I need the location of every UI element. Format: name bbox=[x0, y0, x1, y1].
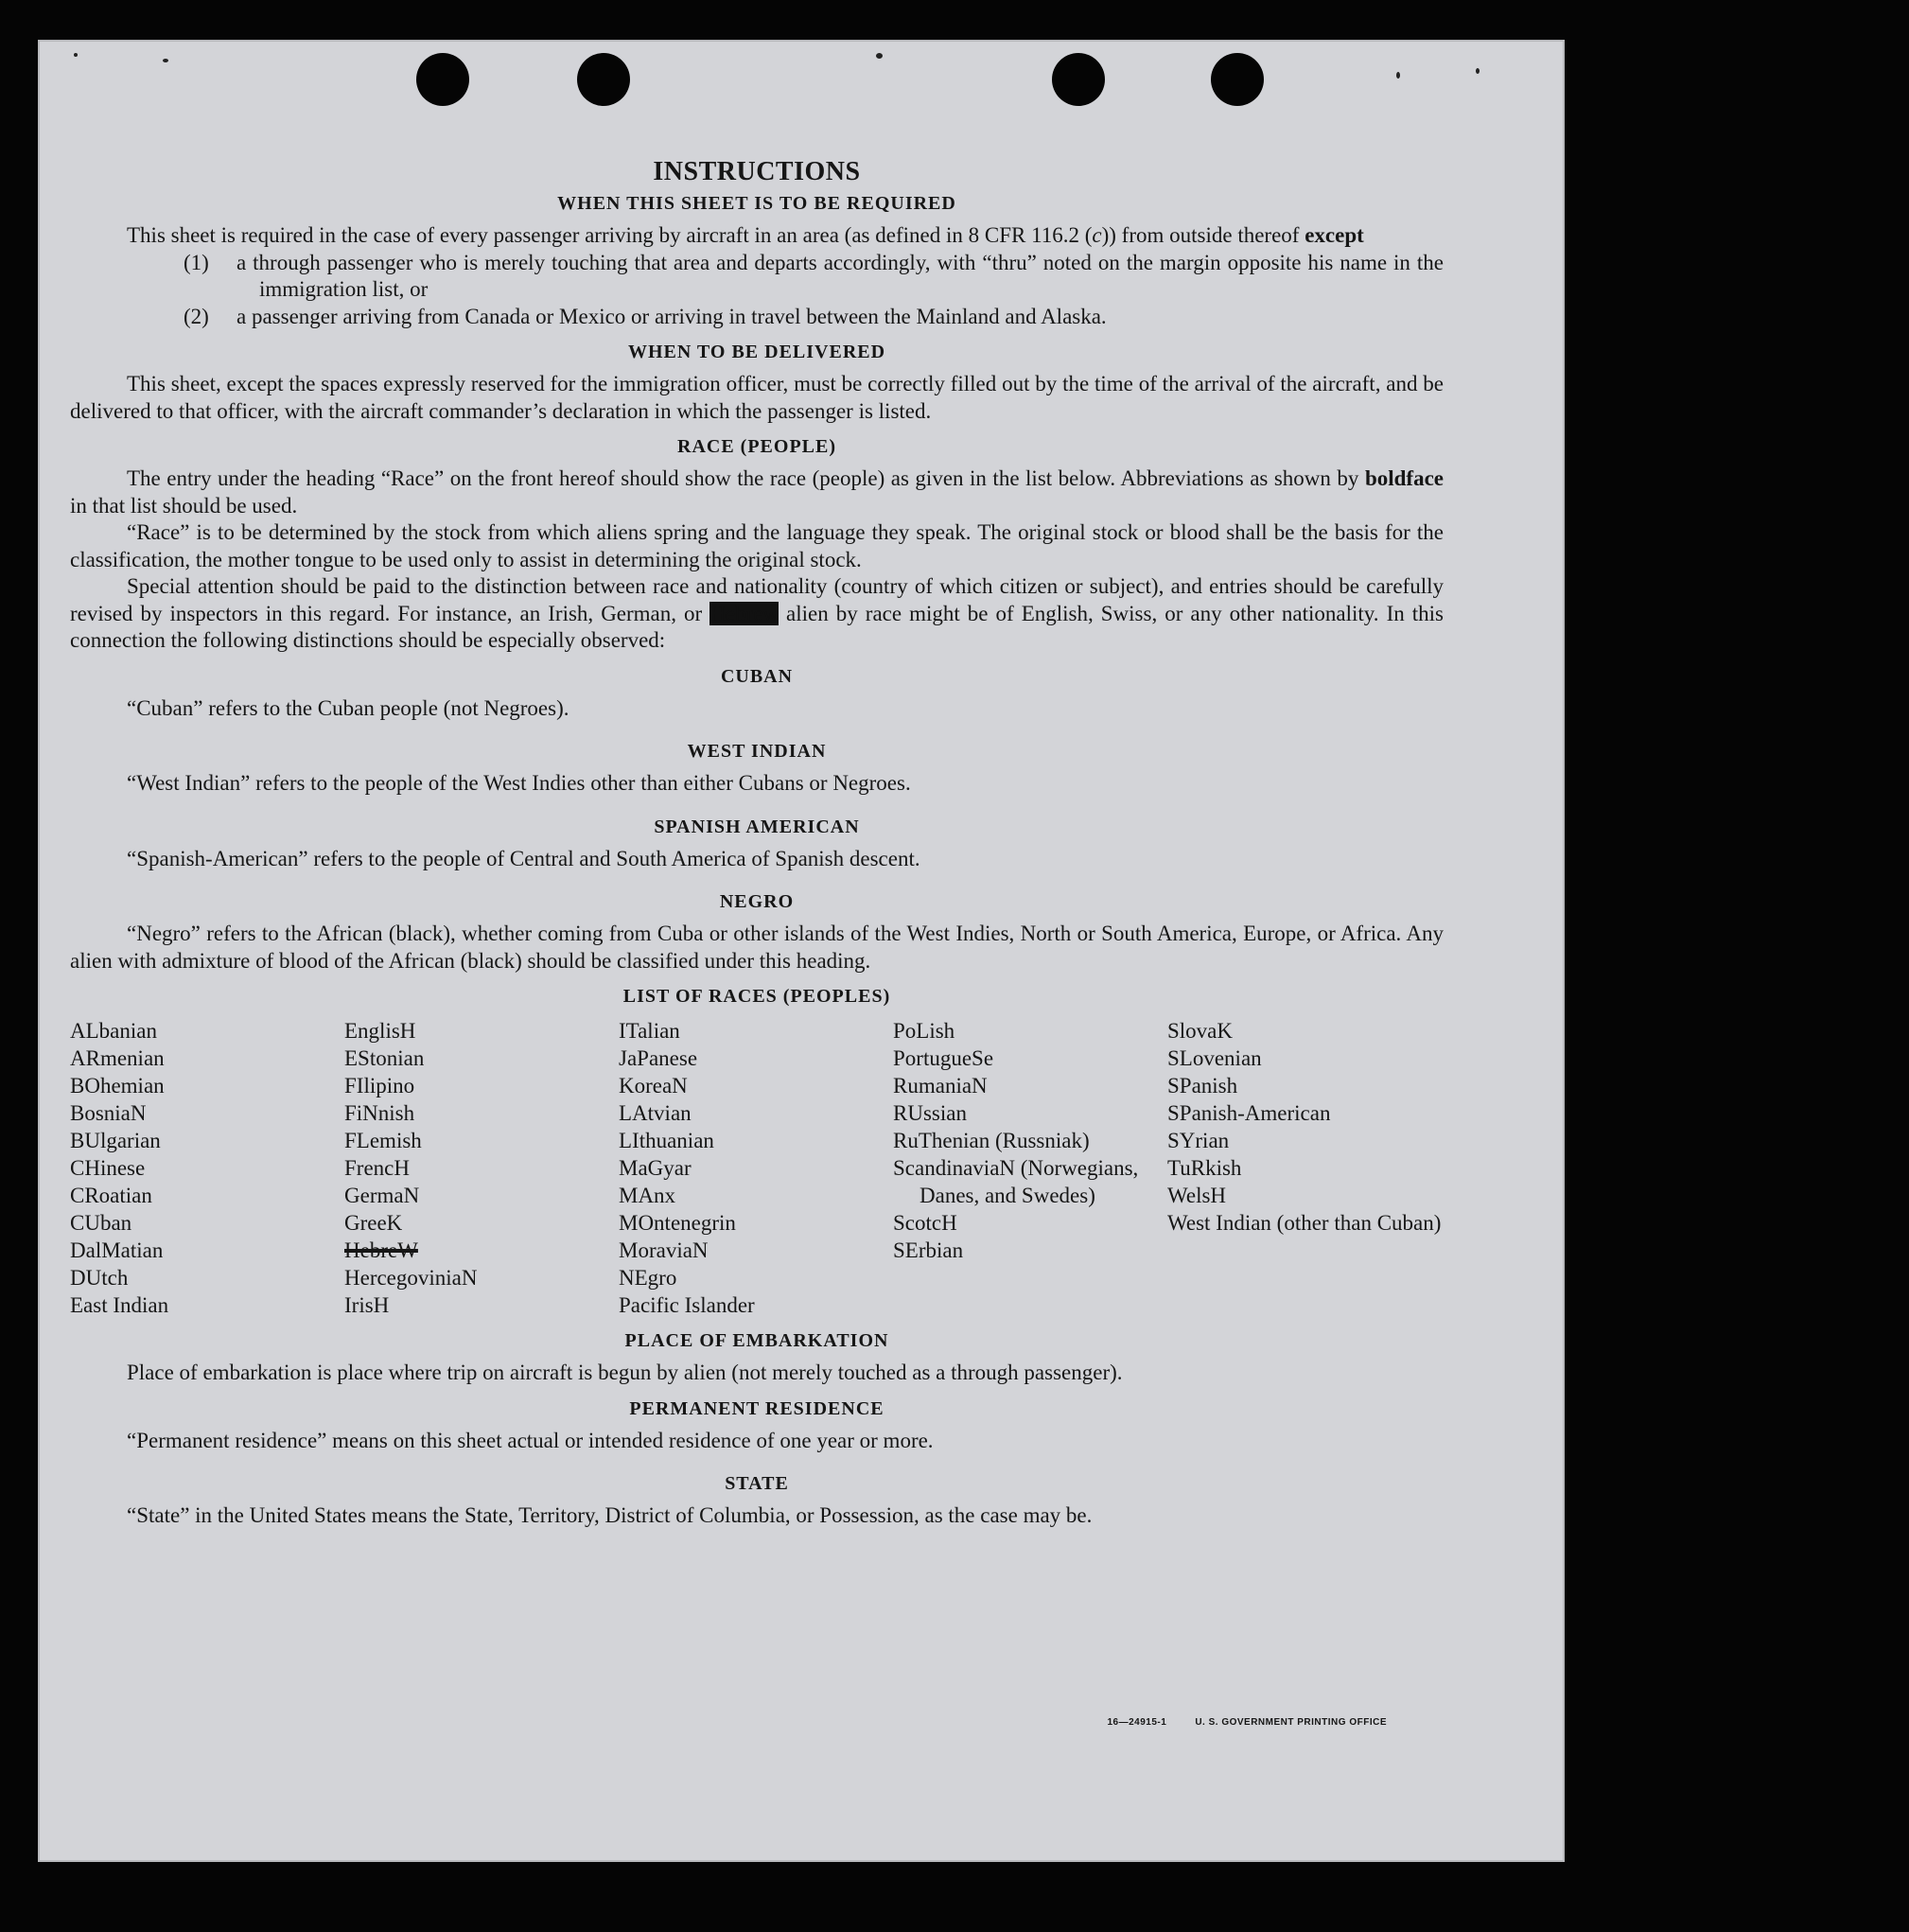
race-item: FrencH bbox=[344, 1156, 410, 1180]
race-item: ScandinaviaN (Norwegians, Danes, and Swedes) bbox=[893, 1156, 1139, 1207]
section-heading-race: RACE (PEOPLE) bbox=[677, 436, 836, 457]
race-item: MAnx bbox=[619, 1184, 676, 1207]
race-item: East Indian bbox=[70, 1293, 169, 1317]
race-item: JaPanese bbox=[619, 1046, 698, 1070]
list-number: (1) bbox=[184, 250, 209, 274]
race-item: TuRkish bbox=[1167, 1156, 1242, 1180]
race-p3-text-b: alien by race might be of English, Swiss, or any other nationality. In this connection the following distinctions should be especially observed: bbox=[70, 601, 1444, 652]
race-item: SlovaK bbox=[1167, 1019, 1233, 1043]
section-heading-required: WHEN THIS SHEET IS TO BE REQUIRED bbox=[557, 193, 956, 214]
race-paragraph-3 bbox=[70, 573, 1444, 655]
section-heading-embarkation: PLACE OF EMBARKATION bbox=[624, 1330, 889, 1351]
dust-speck bbox=[163, 59, 168, 62]
dust-speck bbox=[74, 53, 78, 57]
punch-hole bbox=[1211, 53, 1264, 106]
embarkation-text: Place of embarkation is place where trip on aircraft is begun by alien (not merely touched as a through passenger). bbox=[127, 1361, 1123, 1384]
required-intro-text-b: )) from outside thereof bbox=[1101, 223, 1305, 247]
race-item: HercegoviniaN bbox=[344, 1266, 478, 1290]
dust-speck bbox=[1396, 72, 1400, 79]
race-item: FiNnish bbox=[344, 1101, 415, 1125]
race-item: CRoatian bbox=[70, 1184, 152, 1207]
race-item: RumaniaN bbox=[893, 1074, 988, 1098]
race-item: GreeK bbox=[344, 1211, 403, 1235]
document-page bbox=[38, 40, 1565, 1862]
race-item: Pacific Islander bbox=[619, 1293, 755, 1317]
page-title: INSTRUCTIONS bbox=[653, 157, 861, 186]
dust-speck bbox=[876, 53, 883, 59]
section-heading-delivered: WHEN TO BE DELIVERED bbox=[627, 342, 886, 362]
required-item-2 bbox=[184, 304, 1444, 331]
cuban-text: “Cuban” refers to the Cuban people (not Negroes). bbox=[127, 695, 569, 720]
state-text: “State” in the United States means the State, Territory, District of Columbia, or Possession, as the case may be. bbox=[127, 1503, 1093, 1527]
section-heading-west-indian: WEST INDIAN bbox=[687, 741, 827, 762]
required-intro bbox=[70, 222, 1444, 250]
section-heading-spanish-american: SPANISH AMERICAN bbox=[654, 816, 860, 837]
race-item: FLemish bbox=[344, 1129, 422, 1152]
punch-hole bbox=[416, 53, 469, 106]
race-item: IrisH bbox=[344, 1293, 390, 1317]
race-item: SPanish-American bbox=[1167, 1101, 1331, 1125]
redacted-word: Hebrew bbox=[709, 601, 779, 625]
race-item-struck: HebreW bbox=[344, 1238, 418, 1262]
list-text: a passenger arriving from Canada or Mexico or arriving in travel between the Mainland and Alaska. bbox=[236, 304, 1107, 328]
printer-imprint: U. S. GOVERNMENT PRINTING OFFICE bbox=[1195, 1717, 1387, 1728]
west-indian-text: “West Indian” refers to the people of the West Indies other than either Cubans or Negroes. bbox=[127, 771, 911, 795]
race-item: RuThenian (Russniak) bbox=[893, 1129, 1090, 1152]
races-column-4 bbox=[893, 1017, 1167, 1319]
race-item: WelsH bbox=[1167, 1184, 1227, 1207]
delivered-text: This sheet, except the spaces expressly reserved for the immigration officer, must be correctly filled out by the time of the arrival of the aircraft, and be delivered to that officer, with the aircraft commander’s declaration in which the passenger is listed. bbox=[70, 372, 1444, 423]
race-item: DalMatian bbox=[70, 1238, 164, 1262]
form-number: 16—24915-1 bbox=[1107, 1717, 1167, 1728]
race-paragraph-1 bbox=[70, 465, 1444, 519]
race-item: PortugueSe bbox=[893, 1046, 994, 1070]
races-column-3 bbox=[619, 1017, 893, 1319]
race-item: West Indian (other than Cuban) bbox=[1167, 1211, 1442, 1235]
print-footer bbox=[1078, 1717, 1387, 1728]
race-p1-text: The entry under the heading “Race” on the front hereof should show the race (people) as given in the list below. Abbreviations as shown by bbox=[127, 466, 1365, 490]
race-item: KoreaN bbox=[619, 1074, 688, 1098]
race-item: MOntenegrin bbox=[619, 1211, 736, 1235]
races-column-1 bbox=[70, 1017, 344, 1319]
section-heading-negro: NEGRO bbox=[719, 891, 795, 912]
race-item: CUban bbox=[70, 1211, 132, 1235]
punch-hole bbox=[1052, 53, 1105, 106]
race-item: BUlgarian bbox=[70, 1129, 161, 1152]
instructions-content bbox=[70, 157, 1444, 1530]
race-item: BosniaN bbox=[70, 1101, 147, 1125]
races-column-2 bbox=[344, 1017, 619, 1319]
race-item: RUssian bbox=[893, 1101, 967, 1125]
required-intro-except: except bbox=[1305, 223, 1364, 247]
race-item: GermaN bbox=[344, 1184, 420, 1207]
race-p1-text-b: in that list should be used. bbox=[70, 493, 298, 518]
race-item: BOhemian bbox=[70, 1074, 165, 1098]
race-item: FIlipino bbox=[344, 1074, 415, 1098]
dust-speck bbox=[1476, 68, 1480, 74]
section-heading-state: STATE bbox=[725, 1473, 789, 1494]
race-item: NEgro bbox=[619, 1266, 677, 1290]
race-item: PoLish bbox=[893, 1019, 955, 1043]
required-item-1 bbox=[184, 250, 1444, 304]
race-item: EnglisH bbox=[344, 1019, 416, 1043]
spanish-american-text: “Spanish-American” refers to the people of Central and South America of Spanish descent. bbox=[127, 846, 920, 870]
section-heading-list: LIST OF RACES (PEOPLES) bbox=[622, 986, 891, 1007]
race-item: SLovenian bbox=[1167, 1046, 1262, 1070]
races-column-5 bbox=[1167, 1017, 1442, 1319]
race-p3-text: Special attention should be paid to the distinction between race and nationality (country of which citizen or subject), and entries should be carefully revised by inspectors in this regard. For instance, an Irish, German, or bbox=[70, 574, 1444, 625]
list-number: (2) bbox=[184, 304, 209, 328]
race-item: MoraviaN bbox=[619, 1238, 709, 1262]
race-paragraph-2: “Race” is to be determined by the stock from which aliens spring and the language they speak. The original stock or blood shall be the basis for the classification, the mother tongue to be used only to assist in determining the original stock. bbox=[70, 520, 1444, 571]
section-heading-cuban: CUBAN bbox=[720, 665, 794, 687]
required-intro-c: c bbox=[1092, 223, 1102, 247]
required-intro-text: This sheet is required in the case of every passenger arriving by aircraft in an area (as defined in 8 CFR 116.2 ( bbox=[127, 223, 1093, 247]
negro-text: “Negro” refers to the African (black), whether coming from Cuba or other islands of the West Indies, North or South America, Europe, or Africa. Any alien with admixture of blood of the African (black) should be classified under this heading. bbox=[70, 922, 1444, 973]
punch-hole bbox=[577, 53, 630, 106]
race-item: ScotcH bbox=[893, 1211, 957, 1235]
race-item: CHinese bbox=[70, 1156, 146, 1180]
races-list bbox=[70, 1017, 1444, 1319]
race-item: MaGyar bbox=[619, 1156, 692, 1180]
race-item: LAtvian bbox=[619, 1101, 692, 1125]
race-item: DUtch bbox=[70, 1266, 129, 1290]
race-item: LIthuanian bbox=[619, 1129, 714, 1152]
race-item: SErbian bbox=[893, 1238, 964, 1262]
residence-text: “Permanent residence” means on this sheet actual or intended residence of one year or more. bbox=[127, 1428, 934, 1452]
race-item: EStonian bbox=[344, 1046, 425, 1070]
race-item: SPanish bbox=[1167, 1074, 1238, 1098]
race-item: ITalian bbox=[619, 1019, 680, 1043]
race-p1-bold: boldface bbox=[1364, 466, 1444, 490]
section-heading-residence: PERMANENT RESIDENCE bbox=[629, 1397, 884, 1419]
race-item: ALbanian bbox=[70, 1019, 157, 1043]
race-item: ARmenian bbox=[70, 1046, 165, 1070]
race-item: SYrian bbox=[1167, 1129, 1230, 1152]
list-text: a through passenger who is merely touching that area and departs accordingly, with “thru” noted on the margin opposite his name in the immigration list, or bbox=[236, 250, 1444, 301]
